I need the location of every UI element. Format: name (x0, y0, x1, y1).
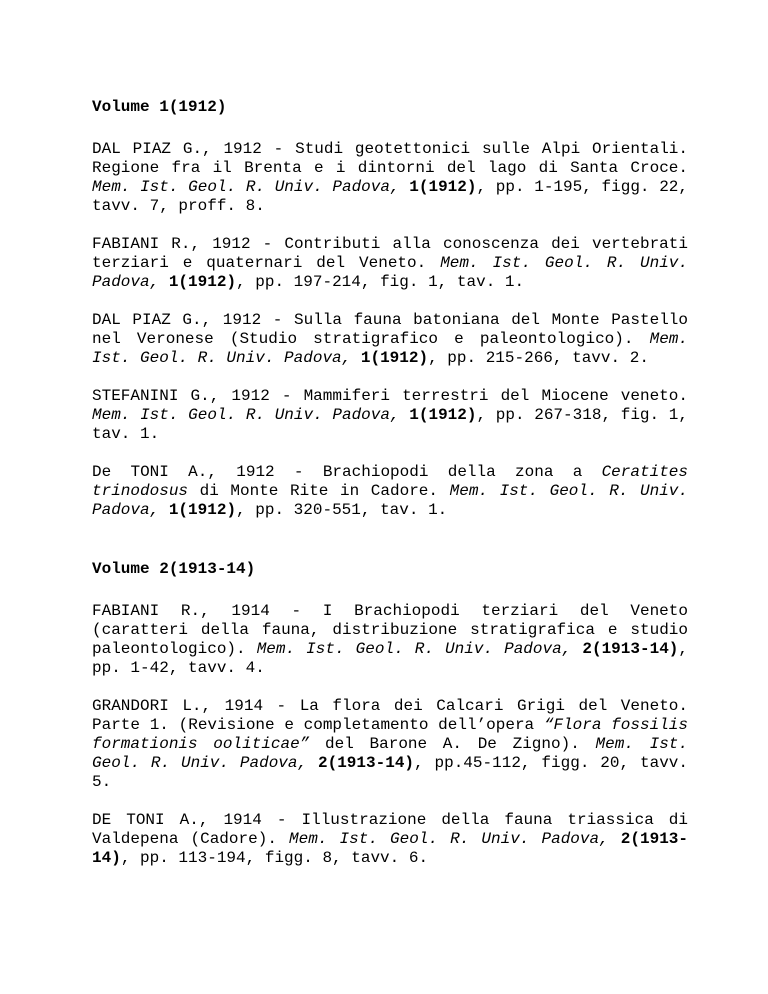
entry-journal: Mem. Ist. Geol. R. Univ. Padova, (92, 254, 689, 291)
bibliography-entry (92, 311, 688, 368)
entry-taxon: Ceratites trinodosus (92, 463, 688, 500)
entry-volume: 2(1913-14) (92, 830, 689, 867)
entry-title: Sulla fauna batoniana del Monte Pastello nel Veronese (Studio stratigrafico e paleontologico). (92, 311, 689, 348)
entry-journal: Mem. Ist. Geol. R. Univ. Padova, (92, 482, 689, 519)
entry-work-title: “Flora fossilis formationis ooliticae” (92, 716, 688, 753)
entry-volume: 2(1913-14) (582, 640, 679, 658)
bibliography-entry (92, 387, 688, 444)
entry-volume: 1(1912) (409, 178, 477, 196)
entry-pages: , pp. 320-551, tav. 1. (236, 501, 448, 519)
bibliography-entry (92, 235, 688, 292)
entry-title-end: del Barone A. De Zigno). (309, 735, 596, 753)
entry-volume: 1(1912) (409, 406, 477, 424)
entry-title: Mammiferi terrestri del Miocene veneto. (303, 387, 688, 405)
entry-authors: GRANDORI L., 1914 - (92, 697, 300, 715)
bibliography-entry (92, 811, 688, 868)
volume-heading: Volume 1(1912) (92, 98, 227, 116)
entry-title-end: di Monte Rite in Cadore. (188, 482, 450, 500)
bibliography-entry (92, 140, 688, 216)
bibliography-entry (92, 602, 688, 678)
entry-pages: , pp. 197-214, fig. 1, tav. 1. (236, 273, 525, 291)
entry-journal: Mem. Ist. Geol. R. Univ. Padova, (256, 640, 572, 658)
volume-section-2 (92, 560, 688, 868)
entry-journal: Mem. Ist. Geol. R. Univ. Padova, (289, 830, 609, 848)
bibliography-entry (92, 697, 688, 792)
entry-volume: 1(1912) (168, 501, 237, 519)
entry-title: Brachiopodi della zona a (322, 463, 602, 481)
entry-authors: DAL PIAZ G., 1912 - (92, 311, 294, 329)
entry-volume: 2(1913-14) (318, 754, 415, 772)
entry-authors: DAL PIAZ G., 1912 - (92, 140, 296, 158)
entry-journal: Mem. Ist. Geol. R. Univ. Padova, (92, 178, 400, 196)
entry-pages: , pp. 1-42, tavv. 4. (92, 640, 688, 677)
entry-volume: 1(1912) (360, 349, 429, 367)
entry-title: Contributi alla conoscenza dei vertebrati terziari e quaternari del Veneto. (92, 235, 688, 272)
entry-pages: , pp.45-112, figg. 20, tavv. 5. (92, 754, 689, 791)
entry-volume: 1(1912) (168, 273, 237, 291)
bibliography-entry (92, 463, 688, 520)
entry-journal: Mem. Ist. Geol. R. Univ. Padova, (92, 406, 400, 424)
entry-title: Illustrazione della fauna triassica di Valdepena (Cadore). (92, 811, 689, 848)
entry-journal: Mem. Ist. Geol. R. Univ. Padova, (92, 330, 688, 367)
entry-pages: , pp. 113-194, figg. 8, tavv. 6. (120, 849, 429, 867)
entry-journal: Mem. Ist. Geol. R. Univ. Padova, (92, 735, 689, 772)
entry-authors: De TONI A., 1912 - (92, 463, 323, 481)
entry-pages: , pp. 1-195, figg. 22, tavv. 7, proff. 8. (92, 178, 688, 215)
entry-authors: FABIANI R., 1912 - (92, 235, 285, 253)
entry-title: La flora dei Calcari Grigi del Veneto. Parte 1. (Revisione e completamento dell’opera (92, 697, 689, 734)
entry-authors: DE TONI A., 1914 - (92, 811, 302, 829)
entry-pages: , pp. 215-266, tavv. 2. (428, 349, 649, 367)
entry-authors: FABIANI R., 1914 - (92, 602, 323, 620)
volume-heading: Volume 2(1913-14) (92, 560, 256, 578)
entry-authors: STEFANINI G., 1912 - (92, 387, 304, 405)
volume-section-1 (92, 98, 688, 520)
entry-pages: , pp. 267-318, fig. 1, tav. 1. (92, 406, 688, 443)
entry-title: I Brachiopodi terziari del Veneto (caratteri della fauna, distribuzione stratigrafica e studio paleontologico). (92, 602, 688, 658)
entry-title: Studi geotettonici sulle Alpi Orientali. Regione fra il Brenta e i dintorni del lago di Santa Croce. (92, 140, 689, 177)
